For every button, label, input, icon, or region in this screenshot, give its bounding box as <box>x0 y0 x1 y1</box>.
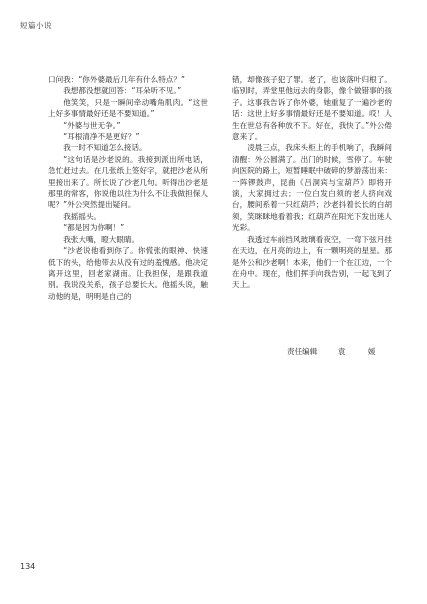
paragraph: 我一时不知道怎么接话。 <box>63 143 147 153</box>
paragraph: “耳根清净不是更好？” <box>63 132 140 142</box>
paragraph: “沙老说他看到你了。你慌张的眼神、快速低下的头，给他带去从没有过的羞愧感。他决定离开这里，回老家湖南。让我担保，是跟我道别。我说没关系，孩子总要长大。他摇头说，触动他的是，明明是自己的 <box>48 246 208 301</box>
paragraph: 我摇摇头。 <box>63 211 102 221</box>
editor-credit <box>287 346 375 357</box>
paragraph: 错，却像孩子犯了罪。老了，也该落叶归根了。临别时，弄堂里他远去的身影，像个做错事的孩子。这事我告诉了你外婆，她重复了一遍沙老的话：这世上好多事情最好还是不要知道。哎！人生在世总有各种放不下。好在，我快了。”外公倦意来了。 <box>232 75 392 142</box>
paragraph: 我张大嘴，瞪大眼睛。 <box>63 234 140 244</box>
paragraph: 口问我：“你外婆最后几年有什么特点？” <box>48 75 185 84</box>
paragraph: 他笑笑，只是一瞬间牵动嘴角肌肉。“这世上好多事情最好还是不要知道。” <box>48 97 208 119</box>
paragraph: “这句话是沙老说的。我接到派出所电话，急忙赶过去。在几张纸上签好字，就把沙老从所里接出来了。所长说了沙老几句。听得出沙老是那里的常客，你说他以往为什么不让我做担保人呢？”外公突然提出疑问。 <box>48 154 208 210</box>
section-header: 短篇小说 <box>20 21 52 30</box>
right-column <box>232 74 392 291</box>
paragraph: 我透过车前挡风玻璃看夜空，一弯下弦月挂在天边，在月亮的边上，有一颗明亮的星星。那是外公和沙老啊！本来，他们一个在江边，一个在舟中。现在，他们挥手向我告别，一起飞到了天上。 <box>232 234 392 290</box>
page-number: 134 <box>20 562 36 571</box>
paragraph: “都是因为你啊！” <box>63 223 125 233</box>
paragraph: 凌晨三点，我床头柜上的手机响了，我瞬间清醒：外公圆满了。出门的时候，雪停了。车驶向医院的路上，短暂睡眠中破碎的梦游荡出来：一阵锣鼓声，昆曲《吕洞宾与宝葫芦》即将开演，大家拥过去；一位白发白须的老人挤向戏台，腰间系着一只红葫芦；沙老抖着长长的白胡须，笑眯眯地看着我；红葫芦在阳光下发出迷人光彩。 <box>232 143 392 233</box>
editor-role: 责任编辑 <box>287 347 318 356</box>
left-column <box>48 74 208 302</box>
editor-name-second: 媛 <box>367 347 376 356</box>
paragraph: “外婆与世无争。” <box>63 120 121 130</box>
editor-name-first: 袁 <box>337 347 346 356</box>
paragraph: 我想都没想就回答：“耳朵听不见。” <box>63 86 182 96</box>
